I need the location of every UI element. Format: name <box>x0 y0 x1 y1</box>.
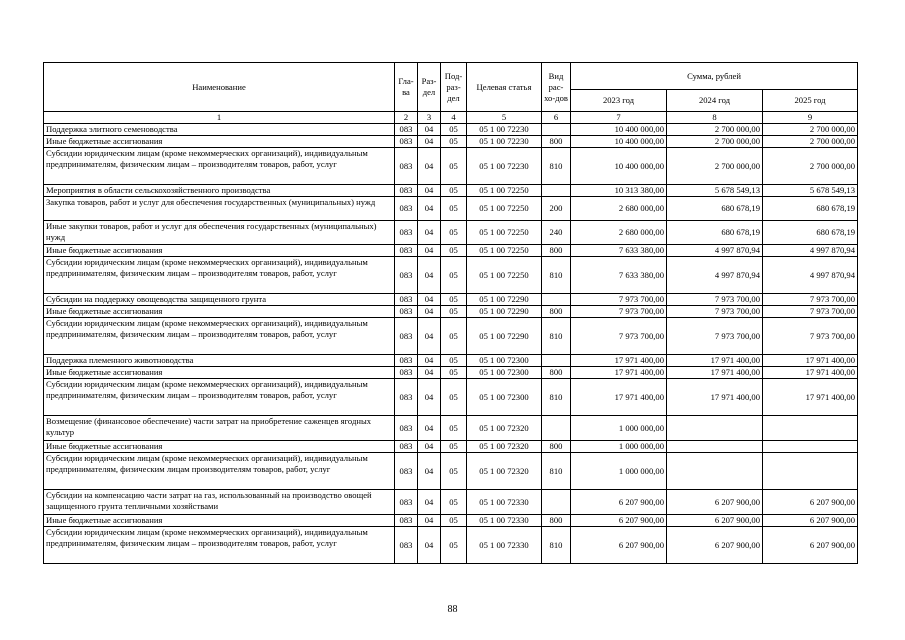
row-vid <box>542 355 571 367</box>
table-row <box>44 197 858 221</box>
row-podrazdel: 05 <box>441 416 467 441</box>
row-podrazdel: 05 <box>441 124 467 136</box>
row-sum-2024: 680 678,19 <box>667 221 763 245</box>
row-sum-2023: 1 000 000,00 <box>571 441 667 453</box>
table-row <box>44 148 858 185</box>
row-vid <box>542 294 571 306</box>
table-row <box>44 221 858 245</box>
row-razdel: 04 <box>418 367 441 379</box>
table-row <box>44 318 858 355</box>
column-number: 3 <box>418 112 441 124</box>
row-sum-2023: 6 207 900,00 <box>571 490 667 515</box>
row-sum-2025: 17 971 400,00 <box>763 355 858 367</box>
row-podrazdel: 05 <box>441 257 467 294</box>
row-target: 05 1 00 72290 <box>467 318 542 355</box>
row-glava: 083 <box>395 355 418 367</box>
header-target: Целевая статья <box>467 63 542 112</box>
row-vid: 200 <box>542 197 571 221</box>
row-sum-2024: 4 997 870,94 <box>667 245 763 257</box>
row-sum-2024: 4 997 870,94 <box>667 257 763 294</box>
row-name: Возмещение (финансовое обеспечение) части затрат на приобретение саженцев ягодных культур <box>44 416 395 441</box>
column-number: 1 <box>44 112 395 124</box>
row-sum-2025: 7 973 700,00 <box>763 294 858 306</box>
row-podrazdel: 05 <box>441 306 467 318</box>
row-sum-2023: 7 973 700,00 <box>571 306 667 318</box>
row-glava: 083 <box>395 257 418 294</box>
row-target: 05 1 00 72320 <box>467 453 542 490</box>
table-row <box>44 136 858 148</box>
header-podrazdel: Под-раз-дел <box>441 63 467 112</box>
header-sum: Сумма, рублей <box>571 63 858 90</box>
row-target: 05 1 00 72250 <box>467 185 542 197</box>
row-name: Субсидии юридическим лицам (кроме некоммерческих организаций), индивидуальным предпринимателям, физическим лицам – производителям товаров, работ, услуг <box>44 148 395 185</box>
row-glava: 083 <box>395 318 418 355</box>
row-glava: 083 <box>395 515 418 527</box>
row-razdel: 04 <box>418 515 441 527</box>
column-number: 2 <box>395 112 418 124</box>
row-sum-2024: 6 207 900,00 <box>667 527 763 564</box>
row-vid: 810 <box>542 453 571 490</box>
row-name: Закупка товаров, работ и услуг для обеспечения государственных (муниципальных) нужд <box>44 197 395 221</box>
row-razdel: 04 <box>418 148 441 185</box>
row-podrazdel: 05 <box>441 185 467 197</box>
row-sum-2024: 2 700 000,00 <box>667 124 763 136</box>
row-razdel: 04 <box>418 453 441 490</box>
table-row <box>44 294 858 306</box>
row-sum-2024: 2 700 000,00 <box>667 136 763 148</box>
row-razdel: 04 <box>418 441 441 453</box>
table-row <box>44 367 858 379</box>
page-number: 88 <box>447 604 458 615</box>
row-sum-2025: 2 700 000,00 <box>763 148 858 185</box>
row-name: Поддержка элитного семеноводства <box>44 124 395 136</box>
row-target: 05 1 00 72250 <box>467 245 542 257</box>
row-name: Субсидии юридическим лицам (кроме некоммерческих организаций), индивидуальным предпринимателям, физическим лицам – производителям товаров, работ, услуг <box>44 527 395 564</box>
row-razdel: 04 <box>418 221 441 245</box>
row-podrazdel: 05 <box>441 294 467 306</box>
row-glava: 083 <box>395 136 418 148</box>
row-sum-2025 <box>763 416 858 441</box>
column-number: 6 <box>542 112 571 124</box>
row-sum-2024: 17 971 400,00 <box>667 355 763 367</box>
row-podrazdel: 05 <box>441 441 467 453</box>
row-sum-2025: 2 700 000,00 <box>763 124 858 136</box>
row-sum-2025 <box>763 441 858 453</box>
row-podrazdel: 05 <box>441 367 467 379</box>
header-razdel: Раз-дел <box>418 63 441 112</box>
row-sum-2025: 7 973 700,00 <box>763 306 858 318</box>
table-row <box>44 453 858 490</box>
row-name: Субсидии на поддержку овощеводства защищенного грунта <box>44 294 395 306</box>
row-name: Поддержка племенного животноводства <box>44 355 395 367</box>
row-sum-2023: 17 971 400,00 <box>571 355 667 367</box>
row-sum-2024: 7 973 700,00 <box>667 318 763 355</box>
row-name: Иные бюджетные ассигнования <box>44 306 395 318</box>
row-name: Мероприятия в области сельскохозяйственного производства <box>44 185 395 197</box>
header-year-2025: 2025 год <box>763 90 858 112</box>
row-glava: 083 <box>395 490 418 515</box>
row-sum-2024: 7 973 700,00 <box>667 306 763 318</box>
row-razdel: 04 <box>418 379 441 416</box>
row-glava: 083 <box>395 221 418 245</box>
row-podrazdel: 05 <box>441 221 467 245</box>
row-name: Субсидии юридическим лицам (кроме некоммерческих организаций), индивидуальным предпринимателям, физическим лицам – производителям товаров, работ, услуг <box>44 318 395 355</box>
row-podrazdel: 05 <box>441 148 467 185</box>
row-sum-2025: 680 678,19 <box>763 197 858 221</box>
row-sum-2025: 17 971 400,00 <box>763 367 858 379</box>
row-razdel: 04 <box>418 197 441 221</box>
row-sum-2023: 1 000 000,00 <box>571 453 667 490</box>
row-razdel: 04 <box>418 490 441 515</box>
row-sum-2024: 17 971 400,00 <box>667 379 763 416</box>
row-sum-2023: 6 207 900,00 <box>571 515 667 527</box>
column-number: 7 <box>571 112 667 124</box>
header-year-2024: 2024 год <box>667 90 763 112</box>
row-target: 05 1 00 72290 <box>467 306 542 318</box>
row-glava: 083 <box>395 453 418 490</box>
row-glava: 083 <box>395 367 418 379</box>
row-sum-2023: 7 973 700,00 <box>571 294 667 306</box>
row-sum-2025: 5 678 549,13 <box>763 185 858 197</box>
row-target: 05 1 00 72250 <box>467 221 542 245</box>
row-target: 05 1 00 72250 <box>467 257 542 294</box>
row-target: 05 1 00 72330 <box>467 527 542 564</box>
row-target: 05 1 00 72290 <box>467 294 542 306</box>
row-razdel: 04 <box>418 124 441 136</box>
row-vid <box>542 185 571 197</box>
row-razdel: 04 <box>418 318 441 355</box>
row-sum-2023: 2 680 000,00 <box>571 197 667 221</box>
row-name: Иные закупки товаров, работ и услуг для обеспечения государственных (муниципальных) нужд <box>44 221 395 245</box>
row-razdel: 04 <box>418 355 441 367</box>
row-vid <box>542 124 571 136</box>
row-sum-2024: 2 700 000,00 <box>667 148 763 185</box>
row-name: Субсидии юридическим лицам (кроме некоммерческих организаций), индивидуальным предпринимателям, физическим лицам – производителям товаров, работ, услуг <box>44 379 395 416</box>
row-razdel: 04 <box>418 245 441 257</box>
row-glava: 083 <box>395 148 418 185</box>
column-number: 5 <box>467 112 542 124</box>
row-sum-2023: 7 633 380,00 <box>571 257 667 294</box>
row-sum-2023: 17 971 400,00 <box>571 379 667 416</box>
row-vid: 810 <box>542 527 571 564</box>
row-target: 05 1 00 72300 <box>467 379 542 416</box>
table-row <box>44 379 858 416</box>
table-row <box>44 441 858 453</box>
row-vid: 810 <box>542 148 571 185</box>
table-row <box>44 527 858 564</box>
row-name: Иные бюджетные ассигнования <box>44 515 395 527</box>
row-podrazdel: 05 <box>441 527 467 564</box>
table-row <box>44 185 858 197</box>
row-vid: 810 <box>542 257 571 294</box>
table-row <box>44 490 858 515</box>
row-vid: 810 <box>542 318 571 355</box>
row-target: 05 1 00 72250 <box>467 197 542 221</box>
header-glava: Гла-ва <box>395 63 418 112</box>
table-row <box>44 515 858 527</box>
table-row <box>44 124 858 136</box>
row-target: 05 1 00 72330 <box>467 515 542 527</box>
row-razdel: 04 <box>418 294 441 306</box>
row-glava: 083 <box>395 441 418 453</box>
row-sum-2025: 7 973 700,00 <box>763 318 858 355</box>
header-year-2023: 2023 год <box>571 90 667 112</box>
row-glava: 083 <box>395 185 418 197</box>
row-sum-2024: 6 207 900,00 <box>667 490 763 515</box>
row-podrazdel: 05 <box>441 245 467 257</box>
row-razdel: 04 <box>418 185 441 197</box>
row-glava: 083 <box>395 306 418 318</box>
row-sum-2024: 17 971 400,00 <box>667 367 763 379</box>
row-podrazdel: 05 <box>441 490 467 515</box>
row-sum-2024: 6 207 900,00 <box>667 515 763 527</box>
header-name: Наименование <box>44 63 395 112</box>
row-glava: 083 <box>395 124 418 136</box>
row-sum-2023: 10 400 000,00 <box>571 136 667 148</box>
row-vid: 810 <box>542 379 571 416</box>
row-target: 05 1 00 72300 <box>467 355 542 367</box>
row-sum-2025: 17 971 400,00 <box>763 379 858 416</box>
row-vid: 800 <box>542 245 571 257</box>
row-podrazdel: 05 <box>441 318 467 355</box>
row-vid: 240 <box>542 221 571 245</box>
row-vid <box>542 416 571 441</box>
column-number: 4 <box>441 112 467 124</box>
row-sum-2025: 2 700 000,00 <box>763 136 858 148</box>
row-sum-2025: 6 207 900,00 <box>763 490 858 515</box>
budget-table <box>43 62 858 564</box>
row-sum-2023: 1 000 000,00 <box>571 416 667 441</box>
row-sum-2024 <box>667 441 763 453</box>
row-podrazdel: 05 <box>441 453 467 490</box>
column-number: 9 <box>763 112 858 124</box>
row-sum-2025: 6 207 900,00 <box>763 515 858 527</box>
row-glava: 083 <box>395 245 418 257</box>
row-target: 05 1 00 72230 <box>467 148 542 185</box>
row-podrazdel: 05 <box>441 515 467 527</box>
row-sum-2023: 10 400 000,00 <box>571 148 667 185</box>
column-number: 8 <box>667 112 763 124</box>
row-vid: 800 <box>542 306 571 318</box>
row-glava: 083 <box>395 197 418 221</box>
row-sum-2024: 680 678,19 <box>667 197 763 221</box>
row-sum-2025: 4 997 870,94 <box>763 257 858 294</box>
row-podrazdel: 05 <box>441 379 467 416</box>
row-target: 05 1 00 72320 <box>467 416 542 441</box>
row-name: Иные бюджетные ассигнования <box>44 136 395 148</box>
row-glava: 083 <box>395 379 418 416</box>
row-vid <box>542 490 571 515</box>
row-sum-2025: 680 678,19 <box>763 221 858 245</box>
table-row <box>44 257 858 294</box>
row-name: Субсидии юридическим лицам (кроме некоммерческих организаций), индивидуальным предпринимателям, физическим лицам – производителям товаров, работ, услуг <box>44 257 395 294</box>
row-razdel: 04 <box>418 306 441 318</box>
header-vid: Вид рас-хо-дов <box>542 63 571 112</box>
row-target: 05 1 00 72330 <box>467 490 542 515</box>
row-sum-2023: 2 680 000,00 <box>571 221 667 245</box>
row-sum-2023: 6 207 900,00 <box>571 527 667 564</box>
column-number-row <box>44 112 858 124</box>
row-vid: 800 <box>542 441 571 453</box>
table-row <box>44 245 858 257</box>
row-sum-2023: 10 313 380,00 <box>571 185 667 197</box>
row-sum-2025 <box>763 453 858 490</box>
row-name: Иные бюджетные ассигнования <box>44 245 395 257</box>
row-sum-2023: 7 973 700,00 <box>571 318 667 355</box>
row-name: Иные бюджетные ассигнования <box>44 441 395 453</box>
row-sum-2024 <box>667 453 763 490</box>
row-name: Иные бюджетные ассигнования <box>44 367 395 379</box>
row-podrazdel: 05 <box>441 355 467 367</box>
row-vid: 800 <box>542 136 571 148</box>
table-row <box>44 416 858 441</box>
row-target: 05 1 00 72230 <box>467 124 542 136</box>
row-glava: 083 <box>395 527 418 564</box>
row-sum-2024 <box>667 416 763 441</box>
row-razdel: 04 <box>418 527 441 564</box>
row-sum-2024: 7 973 700,00 <box>667 294 763 306</box>
row-name: Субсидии на компенсацию части затрат на газ, использованный на производство овощей защищенного грунта тепличными хозяйствами <box>44 490 395 515</box>
row-sum-2024: 5 678 549,13 <box>667 185 763 197</box>
row-razdel: 04 <box>418 136 441 148</box>
table-row <box>44 306 858 318</box>
row-sum-2023: 7 633 380,00 <box>571 245 667 257</box>
row-vid: 800 <box>542 367 571 379</box>
row-glava: 083 <box>395 416 418 441</box>
row-podrazdel: 05 <box>441 136 467 148</box>
row-glava: 083 <box>395 294 418 306</box>
row-razdel: 04 <box>418 416 441 441</box>
row-sum-2023: 10 400 000,00 <box>571 124 667 136</box>
row-target: 05 1 00 72320 <box>467 441 542 453</box>
row-razdel: 04 <box>418 257 441 294</box>
table-row <box>44 355 858 367</box>
row-sum-2025: 6 207 900,00 <box>763 527 858 564</box>
row-vid: 800 <box>542 515 571 527</box>
row-target: 05 1 00 72230 <box>467 136 542 148</box>
row-sum-2023: 17 971 400,00 <box>571 367 667 379</box>
row-name: Субсидии юридическим лицам (кроме некоммерческих организаций), индивидуальным предпринимателям, физическим лицам производителям товаров, работ, услуг <box>44 453 395 490</box>
row-target: 05 1 00 72300 <box>467 367 542 379</box>
row-podrazdel: 05 <box>441 197 467 221</box>
row-sum-2025: 4 997 870,94 <box>763 245 858 257</box>
